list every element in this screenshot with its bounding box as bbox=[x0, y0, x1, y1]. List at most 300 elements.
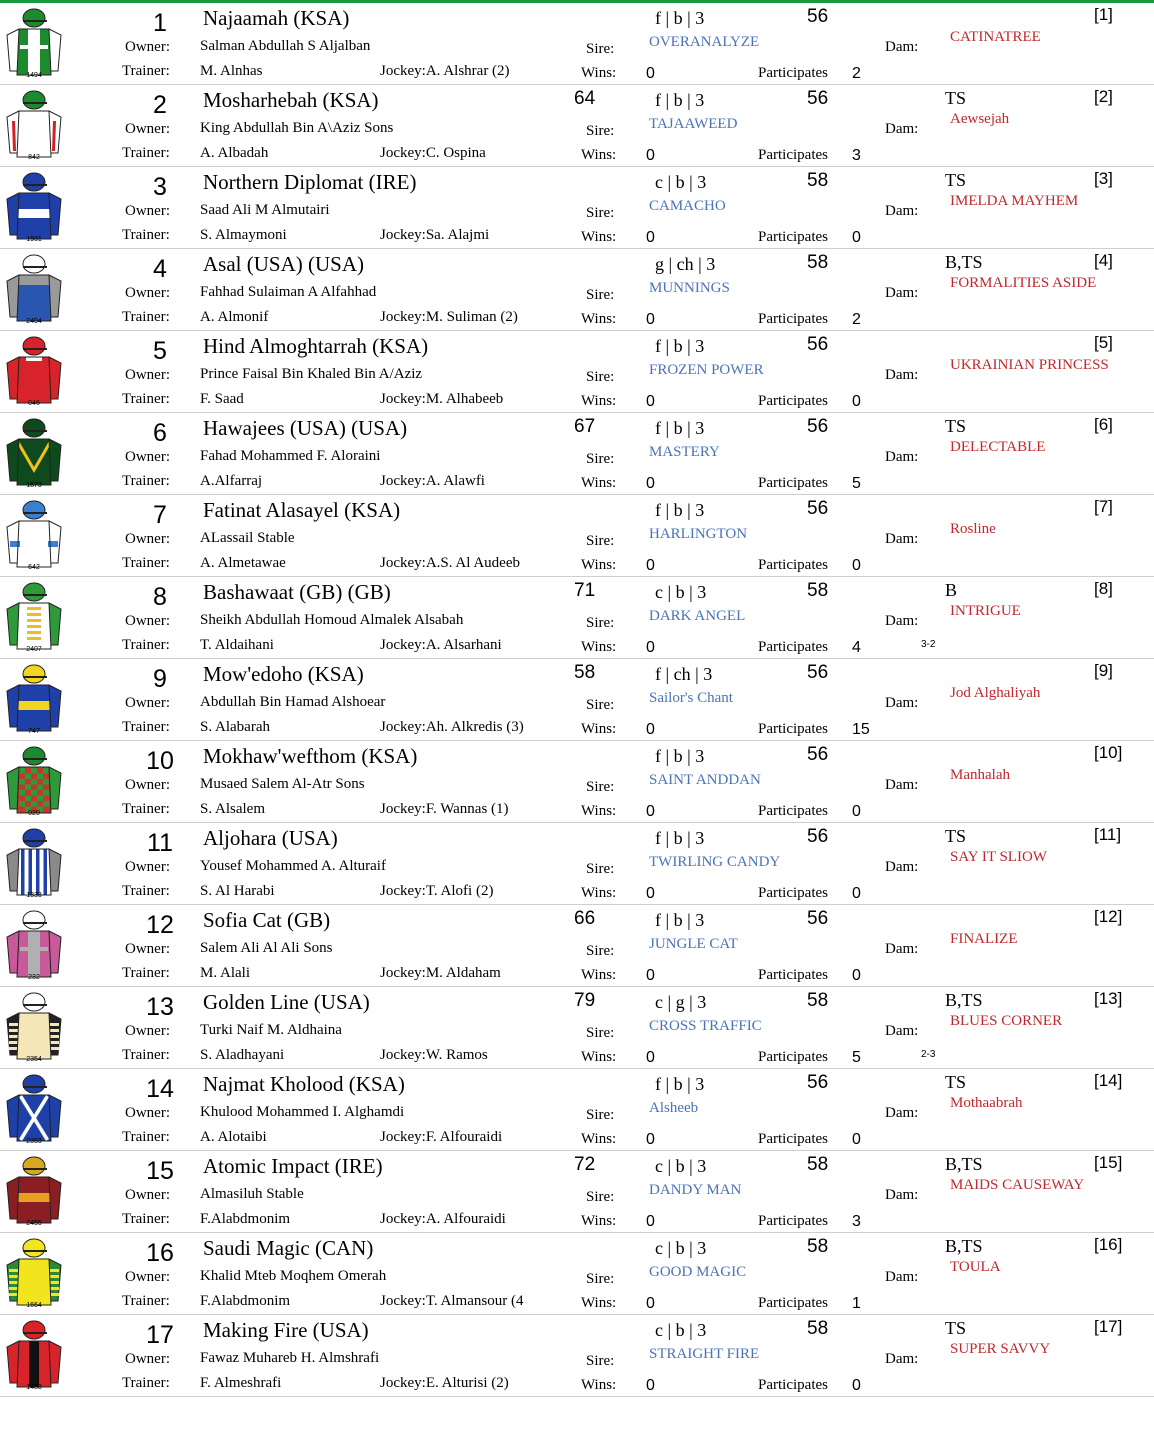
trainer-label: Trainer: bbox=[122, 637, 170, 653]
draw-number: [7] bbox=[1094, 497, 1113, 516]
sire-label: Sire: bbox=[586, 1025, 615, 1041]
silk-number: 642 bbox=[28, 564, 40, 571]
wins-label: Wins: bbox=[581, 229, 617, 245]
jockey-name: Jockey:M. Aldaham bbox=[380, 965, 501, 981]
sire-name[interactable]: DARK ANGEL bbox=[649, 608, 746, 624]
runner-row[interactable] bbox=[0, 495, 1154, 577]
jockey-silk-icon bbox=[4, 907, 64, 981]
wins-label: Wins: bbox=[581, 147, 617, 163]
wins-label: Wins: bbox=[581, 967, 617, 983]
sire-name[interactable]: TAJAAWEED bbox=[649, 116, 738, 132]
jockey-silk-icon bbox=[4, 1235, 64, 1309]
jockey-name: Jockey:A. Alsarhani bbox=[380, 637, 502, 653]
sex-color-age: c | b | 3 bbox=[655, 582, 707, 602]
draw-number: [8] bbox=[1094, 579, 1113, 598]
wins-count: 0 bbox=[646, 803, 655, 820]
dam-label: Dam: bbox=[885, 941, 919, 957]
dam-label: Dam: bbox=[885, 449, 919, 465]
runner-row[interactable] bbox=[0, 1151, 1154, 1233]
silk-number: 1494 bbox=[26, 72, 42, 79]
participates-label: Participates bbox=[758, 1131, 828, 1147]
jockey-silk-icon bbox=[4, 251, 64, 325]
runner-row[interactable] bbox=[0, 85, 1154, 167]
draw-number: [12] bbox=[1094, 907, 1123, 926]
dam-label: Dam: bbox=[885, 859, 919, 875]
owner-name: King Abdullah Bin A\Aziz Sons bbox=[200, 120, 394, 136]
jockey-silk-icon bbox=[4, 1071, 64, 1145]
wins-label: Wins: bbox=[581, 1295, 617, 1311]
trainer-name: A. Almonif bbox=[200, 309, 269, 325]
participates-label: Participates bbox=[758, 1049, 828, 1065]
participates-label: Participates bbox=[758, 803, 828, 819]
sex-color-age: f | b | 3 bbox=[655, 828, 705, 848]
trainer-name: S. Alabarah bbox=[200, 719, 270, 735]
owner-name: Fawaz Muhareb H. Almshrafi bbox=[200, 1350, 380, 1366]
trainer-label: Trainer: bbox=[122, 719, 170, 735]
equipment-code: B,TS bbox=[945, 1154, 983, 1174]
trainer-name: F. Saad bbox=[200, 391, 244, 407]
trainer-label: Trainer: bbox=[122, 801, 170, 817]
sex-color-age: f | b | 3 bbox=[655, 8, 705, 28]
dam-name[interactable]: MAIDS CAUSEWAY bbox=[950, 1177, 1085, 1193]
equipment-code: TS bbox=[945, 1318, 967, 1338]
jockey-name: Jockey:A.S. Al Audeeb bbox=[380, 555, 520, 571]
wins-label: Wins: bbox=[581, 721, 617, 737]
jockey-silk-icon bbox=[4, 989, 64, 1063]
horse-name[interactable]: Mow'edoho (KSA) bbox=[203, 662, 364, 686]
dam-name[interactable]: TOULA bbox=[950, 1259, 1001, 1275]
jockey-name: Jockey:W. Ramos bbox=[380, 1047, 488, 1063]
sire-name[interactable]: DANDY MAN bbox=[649, 1182, 742, 1198]
dam-label: Dam: bbox=[885, 121, 919, 137]
owner-label: Owner: bbox=[125, 1187, 170, 1203]
participates-label: Participates bbox=[758, 967, 828, 983]
silk-number: 2353 bbox=[26, 1138, 42, 1145]
sex-color-age: f | ch | 3 bbox=[655, 664, 713, 684]
sex-color-age: f | b | 3 bbox=[655, 336, 705, 356]
dam-label: Dam: bbox=[885, 695, 919, 711]
sire-name[interactable]: CAMACHO bbox=[649, 198, 726, 214]
trainer-label: Trainer: bbox=[122, 391, 170, 407]
dam-name[interactable]: Manhalah bbox=[950, 767, 1010, 783]
wins-count: 0 bbox=[646, 1295, 655, 1312]
draw-number: [10] bbox=[1094, 743, 1123, 762]
jockey-silk-icon bbox=[4, 1153, 64, 1227]
sire-label: Sire: bbox=[586, 369, 615, 385]
jockey-silk-icon bbox=[4, 497, 64, 571]
participates-label: Participates bbox=[758, 311, 828, 327]
draw-number: [11] bbox=[1094, 825, 1122, 844]
carried-weight: 56 bbox=[807, 826, 829, 847]
jockey-silk-icon bbox=[4, 415, 64, 489]
runner-list bbox=[0, 3, 1154, 1397]
runner-row[interactable] bbox=[0, 331, 1154, 413]
runner-number: 7 bbox=[153, 501, 167, 529]
sire-label: Sire: bbox=[586, 697, 615, 713]
owner-name: Musaed Salem Al-Atr Sons bbox=[200, 776, 365, 792]
silk-number: 1873 bbox=[26, 482, 42, 489]
sire-label: Sire: bbox=[586, 779, 615, 795]
runner-row[interactable] bbox=[0, 167, 1154, 249]
horse-rating: 67 bbox=[574, 416, 596, 437]
sire-name[interactable]: MASTERY bbox=[649, 444, 720, 460]
wins-label: Wins: bbox=[581, 885, 617, 901]
runner-row[interactable] bbox=[0, 905, 1154, 987]
equipment-code: TS bbox=[945, 826, 967, 846]
runner-row[interactable] bbox=[0, 823, 1154, 905]
dam-name[interactable]: Rosline bbox=[950, 521, 996, 537]
dam-name[interactable]: UKRAINIAN PRINCESS bbox=[950, 357, 1109, 373]
participates-label: Participates bbox=[758, 721, 828, 737]
sire-name[interactable]: HARLINGTON bbox=[649, 526, 748, 542]
wins-label: Wins: bbox=[581, 1049, 617, 1065]
participates-count: 0 bbox=[852, 229, 861, 246]
runner-number: 10 bbox=[146, 747, 174, 775]
sire-label: Sire: bbox=[586, 287, 615, 303]
participates-count: 1 bbox=[852, 1295, 861, 1312]
sire-label: Sire: bbox=[586, 1353, 615, 1369]
draw-number: [9] bbox=[1094, 661, 1113, 680]
runner-number: 16 bbox=[146, 1239, 174, 1267]
participates-count: 0 bbox=[852, 885, 861, 902]
jockey-silk-icon bbox=[4, 169, 64, 243]
runner-number: 2 bbox=[153, 91, 167, 119]
horse-rating: 71 bbox=[574, 580, 596, 601]
owner-name: Fahad Mohammed F. Aloraini bbox=[200, 448, 381, 464]
participates-count: 2 bbox=[852, 311, 861, 328]
trainer-name: T. Aldaihani bbox=[200, 637, 274, 653]
wins-count: 0 bbox=[646, 1049, 655, 1066]
draw-number: [6] bbox=[1094, 415, 1113, 434]
runner-number: 15 bbox=[146, 1157, 174, 1185]
wins-label: Wins: bbox=[581, 639, 617, 655]
trainer-label: Trainer: bbox=[122, 1375, 170, 1391]
sire-label: Sire: bbox=[586, 533, 615, 549]
owner-label: Owner: bbox=[125, 859, 170, 875]
sire-name[interactable]: FROZEN POWER bbox=[649, 362, 764, 378]
carried-weight: 58 bbox=[807, 1236, 829, 1257]
draw-number: [4] bbox=[1094, 251, 1113, 270]
sex-color-age: g | ch | 3 bbox=[655, 254, 716, 274]
participates-label: Participates bbox=[758, 557, 828, 573]
sex-color-age: c | b | 3 bbox=[655, 1320, 707, 1340]
runner-number: 12 bbox=[146, 911, 174, 939]
carried-weight: 58 bbox=[807, 1154, 829, 1175]
dam-name[interactable]: Jod Alghaliyah bbox=[950, 685, 1041, 701]
owner-label: Owner: bbox=[125, 39, 170, 55]
owner-label: Owner: bbox=[125, 695, 170, 711]
runner-number: 8 bbox=[153, 583, 167, 611]
wins-count: 0 bbox=[646, 639, 655, 656]
carried-weight: 56 bbox=[807, 1072, 829, 1093]
equipment-code: TS bbox=[945, 416, 967, 436]
runner-number: 11 bbox=[147, 829, 173, 857]
sire-name[interactable]: Alsheeb bbox=[649, 1100, 699, 1116]
sire-name[interactable]: SAINT ANDDAN bbox=[649, 772, 761, 788]
participates-label: Participates bbox=[758, 147, 828, 163]
dam-name[interactable]: CATINATREE bbox=[950, 29, 1041, 45]
dam-name[interactable]: FORMALITIES ASIDE bbox=[950, 275, 1097, 291]
participates-count: 5 bbox=[852, 475, 861, 492]
sex-color-age: f | b | 3 bbox=[655, 910, 705, 930]
wins-label: Wins: bbox=[581, 1377, 617, 1393]
runner-row[interactable] bbox=[0, 577, 1154, 659]
sex-color-age: f | b | 3 bbox=[655, 418, 705, 438]
silk-number: 232 bbox=[28, 974, 40, 981]
participates-label: Participates bbox=[758, 639, 828, 655]
silk-number: 020 bbox=[28, 810, 40, 817]
horse-name[interactable]: Najaamah (KSA) bbox=[203, 6, 350, 30]
participates-count: 3 bbox=[852, 147, 861, 164]
runner-row[interactable] bbox=[0, 249, 1154, 331]
wins-label: Wins: bbox=[581, 475, 617, 491]
wins-label: Wins: bbox=[581, 311, 617, 327]
carried-weight: 56 bbox=[807, 6, 829, 27]
owner-label: Owner: bbox=[125, 1351, 170, 1367]
runner-row[interactable] bbox=[0, 3, 1154, 85]
runner-number: 6 bbox=[153, 419, 167, 447]
dam-label: Dam: bbox=[885, 203, 919, 219]
trainer-label: Trainer: bbox=[122, 1129, 170, 1145]
runner-row[interactable] bbox=[0, 987, 1154, 1069]
dam-name[interactable]: BLUES CORNER bbox=[950, 1013, 1063, 1029]
runner-number: 9 bbox=[153, 665, 167, 693]
carried-weight: 58 bbox=[807, 1318, 829, 1339]
wins-count: 0 bbox=[646, 65, 655, 82]
trainer-name: S. Almaymoni bbox=[200, 227, 287, 243]
participates-count: 4 bbox=[852, 639, 861, 656]
silk-number: 2407 bbox=[26, 646, 42, 653]
owner-label: Owner: bbox=[125, 531, 170, 547]
horse-name[interactable]: Sofia Cat (GB) bbox=[203, 908, 331, 932]
owner-name: Salman Abdullah S Aljalban bbox=[200, 38, 371, 54]
owner-label: Owner: bbox=[125, 941, 170, 957]
jockey-name: Jockey:C. Ospina bbox=[380, 145, 486, 161]
dam-name[interactable]: DELECTABLE bbox=[950, 439, 1046, 455]
sire-name[interactable]: STRAIGHT FIRE bbox=[649, 1346, 760, 1362]
runner-row[interactable] bbox=[0, 1069, 1154, 1151]
trainer-name: A. Almetawae bbox=[200, 555, 286, 571]
dam-label: Dam: bbox=[885, 285, 919, 301]
sire-label: Sire: bbox=[586, 1107, 615, 1123]
trainer-label: Trainer: bbox=[122, 555, 170, 571]
form-note: 2-3 bbox=[921, 1049, 936, 1060]
sire-label: Sire: bbox=[586, 451, 615, 467]
draw-number: [14] bbox=[1094, 1071, 1123, 1090]
horse-name[interactable]: Asal (USA) (USA) bbox=[203, 252, 364, 276]
participates-count: 15 bbox=[852, 721, 870, 738]
sire-name[interactable]: Sailor's Chant bbox=[649, 690, 733, 706]
equipment-code: B,TS bbox=[945, 252, 983, 272]
draw-number: [17] bbox=[1094, 1317, 1123, 1336]
jockey-silk-icon bbox=[4, 1317, 64, 1391]
dam-label: Dam: bbox=[885, 1269, 919, 1285]
dam-name[interactable]: INTRIGUE bbox=[950, 603, 1021, 619]
owner-name: Prince Faisal Bin Khaled Bin A/Aziz bbox=[200, 366, 423, 382]
draw-number: [3] bbox=[1094, 169, 1113, 188]
sire-name[interactable]: OVERANALYZE bbox=[649, 34, 760, 50]
carried-weight: 58 bbox=[807, 252, 829, 273]
silk-number: 2404 bbox=[26, 318, 42, 325]
dam-name[interactable]: Mothaabrah bbox=[950, 1095, 1023, 1111]
equipment-code: TS bbox=[945, 88, 967, 108]
participates-count: 0 bbox=[852, 1377, 861, 1394]
participates-label: Participates bbox=[758, 885, 828, 901]
sire-label: Sire: bbox=[586, 41, 615, 57]
runner-number: 3 bbox=[153, 173, 167, 201]
jockey-silk-icon bbox=[4, 661, 64, 735]
sire-name[interactable]: TWIRLING CANDY bbox=[649, 854, 781, 870]
dam-label: Dam: bbox=[885, 777, 919, 793]
participates-label: Participates bbox=[758, 65, 828, 81]
participates-label: Participates bbox=[758, 1213, 828, 1229]
horse-name[interactable]: Mosharhebah (KSA) bbox=[203, 88, 379, 112]
carried-weight: 56 bbox=[807, 744, 829, 765]
trainer-label: Trainer: bbox=[122, 965, 170, 981]
sire-label: Sire: bbox=[586, 615, 615, 631]
sire-name[interactable]: GOOD MAGIC bbox=[649, 1264, 747, 1280]
draw-number: [15] bbox=[1094, 1153, 1123, 1172]
dam-label: Dam: bbox=[885, 1351, 919, 1367]
dam-label: Dam: bbox=[885, 1105, 919, 1121]
participates-count: 0 bbox=[852, 1131, 861, 1148]
dam-label: Dam: bbox=[885, 1023, 919, 1039]
owner-name: Turki Naif M. Aldhaina bbox=[200, 1022, 342, 1038]
horse-name[interactable]: Mokhaw'wefthom (KSA) bbox=[203, 744, 418, 768]
sire-name[interactable]: MUNNINGS bbox=[649, 280, 730, 296]
trainer-name: S. Aladhayani bbox=[200, 1047, 285, 1063]
dam-name[interactable]: IMELDA MAYHEM bbox=[950, 193, 1079, 209]
owner-label: Owner: bbox=[125, 367, 170, 383]
sex-color-age: f | b | 3 bbox=[655, 90, 705, 110]
dam-name[interactable]: SUPER SAVVY bbox=[950, 1341, 1051, 1357]
horse-name[interactable]: Hind Almoghtarrah (KSA) bbox=[203, 334, 429, 358]
trainer-name: F.Alabdmonim bbox=[200, 1293, 291, 1309]
silk-number: 842 bbox=[28, 154, 40, 161]
carried-weight: 56 bbox=[807, 498, 829, 519]
equipment-code: TS bbox=[945, 170, 967, 190]
runner-row[interactable] bbox=[0, 1233, 1154, 1315]
horse-name[interactable]: Golden Line (USA) bbox=[203, 990, 370, 1014]
sire-label: Sire: bbox=[586, 123, 615, 139]
participates-label: Participates bbox=[758, 1295, 828, 1311]
horse-name[interactable]: Fatinat Alasayel (KSA) bbox=[203, 498, 401, 522]
runner-row[interactable] bbox=[0, 741, 1154, 823]
trainer-name: F. Almeshrafi bbox=[200, 1375, 282, 1391]
runner-number: 5 bbox=[153, 337, 167, 365]
trainer-name: M. Alnhas bbox=[200, 63, 263, 79]
draw-number: [5] bbox=[1094, 333, 1113, 352]
jockey-name: Jockey:E. Alturisi (2) bbox=[380, 1375, 509, 1391]
jockey-name: Jockey:A. Alshrar (2) bbox=[380, 63, 510, 79]
sire-name[interactable]: CROSS TRAFFIC bbox=[649, 1018, 762, 1034]
owner-label: Owner: bbox=[125, 285, 170, 301]
sire-label: Sire: bbox=[586, 205, 615, 221]
dam-label: Dam: bbox=[885, 367, 919, 383]
horse-rating: 79 bbox=[574, 990, 596, 1011]
horse-name[interactable]: Bashawaat (GB) (GB) bbox=[203, 580, 391, 604]
dam-label: Dam: bbox=[885, 613, 919, 629]
jockey-name: Jockey:A. Alfouraidi bbox=[380, 1211, 506, 1227]
horse-name[interactable]: Making Fire (USA) bbox=[203, 1318, 369, 1342]
silk-number: 2455 bbox=[26, 1220, 42, 1227]
runner-number: 17 bbox=[146, 1321, 174, 1349]
sex-color-age: f | b | 3 bbox=[655, 746, 705, 766]
draw-number: [2] bbox=[1094, 87, 1113, 106]
horse-name[interactable]: Najmat Kholood (KSA) bbox=[203, 1072, 405, 1096]
owner-label: Owner: bbox=[125, 1269, 170, 1285]
wins-count: 0 bbox=[646, 721, 655, 738]
jockey-silk-icon bbox=[4, 333, 64, 407]
carried-weight: 56 bbox=[807, 662, 829, 683]
wins-count: 0 bbox=[646, 967, 655, 984]
wins-count: 0 bbox=[646, 885, 655, 902]
trainer-label: Trainer: bbox=[122, 883, 170, 899]
horse-name[interactable]: Atomic Impact (IRE) bbox=[203, 1154, 383, 1178]
draw-number: [16] bbox=[1094, 1235, 1123, 1254]
dam-name[interactable]: SAY IT SLIOW bbox=[950, 849, 1047, 865]
runner-row[interactable] bbox=[0, 659, 1154, 741]
jockey-name: Jockey:F. Wannas (1) bbox=[380, 801, 509, 817]
dam-name[interactable]: FINALIZE bbox=[950, 931, 1018, 947]
horse-name[interactable]: Northern Diplomat (IRE) bbox=[203, 170, 417, 194]
carried-weight: 58 bbox=[807, 990, 829, 1011]
jockey-name: Jockey:A. Alawfi bbox=[380, 473, 485, 489]
owner-label: Owner: bbox=[125, 777, 170, 793]
participates-label: Participates bbox=[758, 475, 828, 491]
sex-color-age: f | b | 3 bbox=[655, 1074, 705, 1094]
jockey-silk-icon bbox=[4, 825, 64, 899]
equipment-code: B,TS bbox=[945, 990, 983, 1010]
runner-number: 1 bbox=[153, 9, 167, 37]
horse-name[interactable]: Saudi Magic (CAN) bbox=[203, 1236, 374, 1260]
horse-name[interactable]: Aljohara (USA) bbox=[203, 826, 338, 850]
equipment-code: B,TS bbox=[945, 1236, 983, 1256]
trainer-label: Trainer: bbox=[122, 309, 170, 325]
wins-label: Wins: bbox=[581, 1131, 617, 1147]
silk-number: 1931 bbox=[26, 236, 42, 243]
dam-name[interactable]: Aewsejah bbox=[950, 111, 1010, 127]
jockey-silk-icon bbox=[4, 579, 64, 653]
sex-color-age: f | b | 3 bbox=[655, 500, 705, 520]
trainer-label: Trainer: bbox=[122, 63, 170, 79]
wins-label: Wins: bbox=[581, 803, 617, 819]
owner-label: Owner: bbox=[125, 121, 170, 137]
owner-name: Salem Ali Al Ali Sons bbox=[200, 940, 333, 956]
silk-number: 1664 bbox=[26, 1302, 42, 1309]
runner-row[interactable] bbox=[0, 1315, 1154, 1397]
owner-name: Fahhad Sulaiman A Alfahhad bbox=[200, 284, 377, 300]
horse-rating: 72 bbox=[574, 1154, 596, 1175]
horse-name[interactable]: Hawajees (USA) (USA) bbox=[203, 416, 408, 440]
sex-color-age: c | b | 3 bbox=[655, 1238, 707, 1258]
owner-name: Sheikh Abdullah Homoud Almalek Alsabah bbox=[200, 612, 464, 628]
carried-weight: 56 bbox=[807, 88, 829, 109]
silk-number: 1488 bbox=[26, 1384, 42, 1391]
wins-label: Wins: bbox=[581, 393, 617, 409]
horse-rating: 58 bbox=[574, 662, 596, 683]
silk-number: 1333 bbox=[26, 892, 42, 899]
sire-name[interactable]: JUNGLE CAT bbox=[649, 936, 738, 952]
jockey-name: Jockey:T. Alofi (2) bbox=[380, 883, 494, 899]
carried-weight: 58 bbox=[807, 170, 829, 191]
runner-row[interactable] bbox=[0, 413, 1154, 495]
jockey-name: Jockey:Sa. Alajmi bbox=[380, 227, 490, 243]
wins-count: 0 bbox=[646, 1131, 655, 1148]
jockey-silk-icon bbox=[4, 5, 64, 79]
jockey-name: Jockey:M. Alhabeeb bbox=[380, 391, 504, 407]
trainer-label: Trainer: bbox=[122, 1211, 170, 1227]
